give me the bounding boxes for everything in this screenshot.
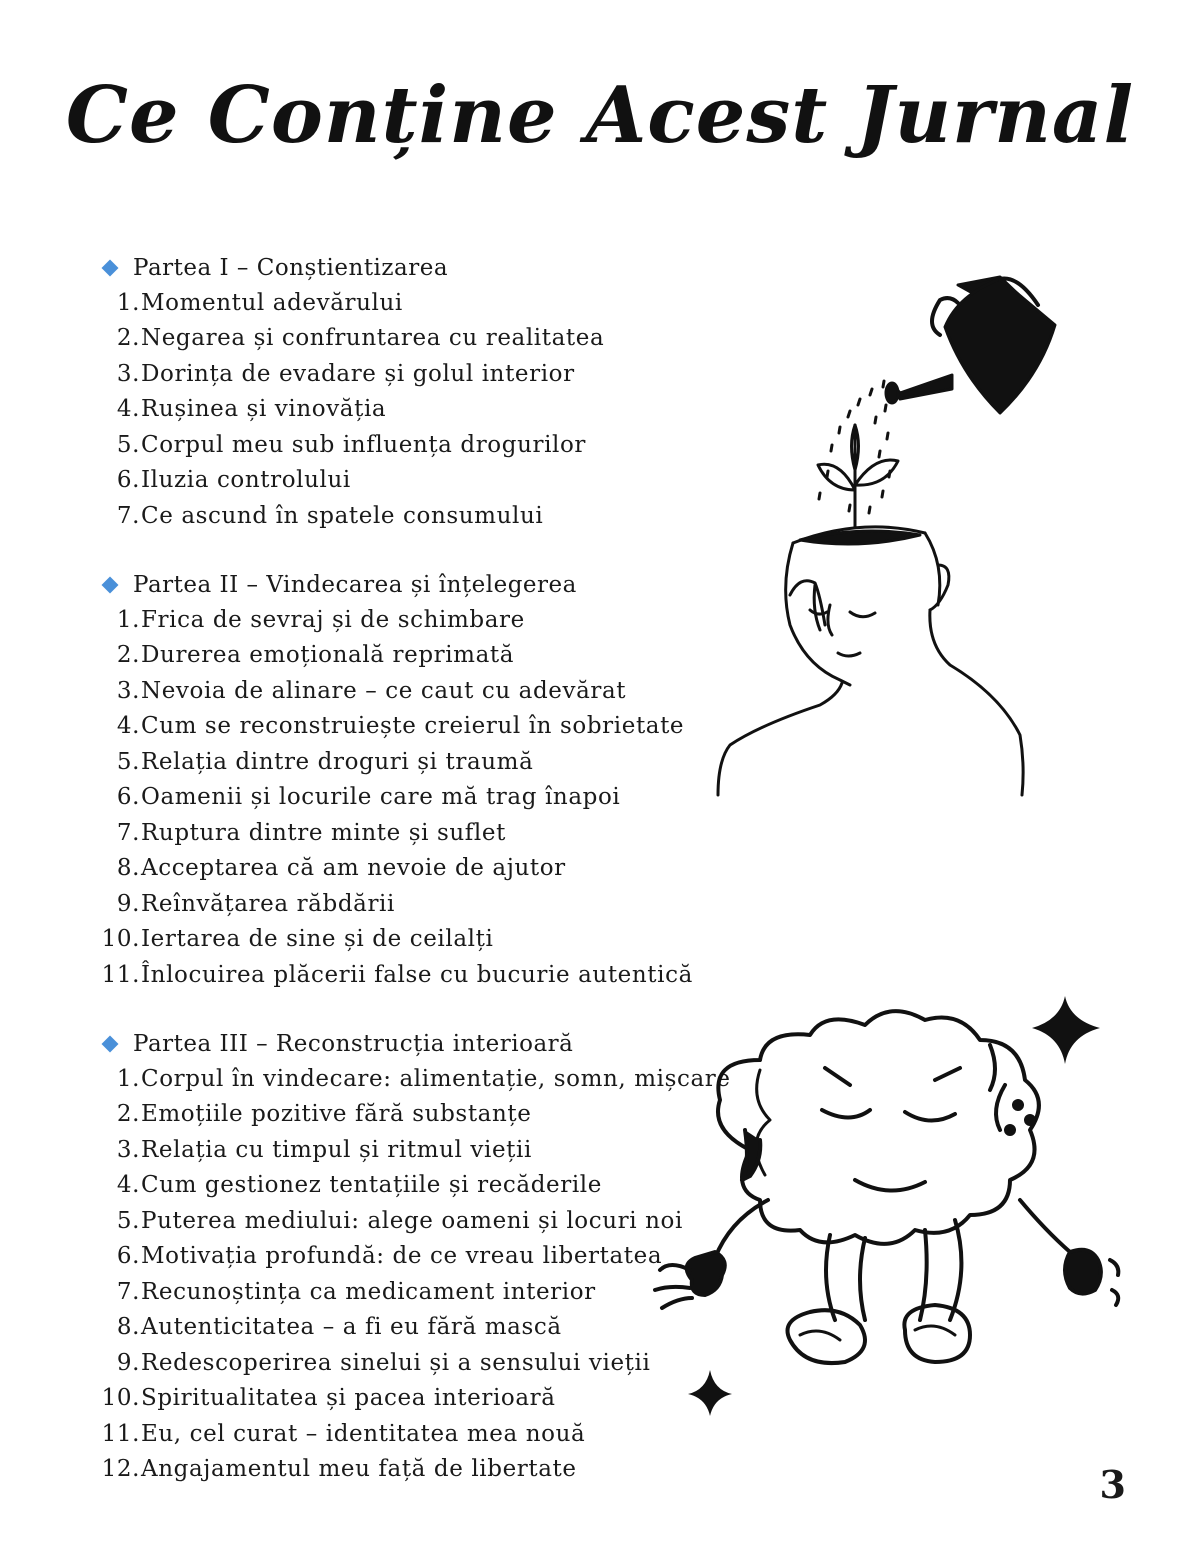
chapter-title: Nevoia de alinare – ce caut cu adevărat (141, 677, 627, 704)
chapter-title: Ce ascund în spatele consumului (141, 502, 544, 529)
chapter-number: 4. (116, 396, 140, 423)
chapter-item (100, 1345, 731, 1381)
chapter-title: Spiritualitatea și pacea interioară (141, 1385, 556, 1412)
chapter-title: Iluzia controlului (141, 467, 351, 494)
section-heading-label: Partea I – Conștientizarea (133, 254, 449, 281)
chapter-title: Cum se reconstruiește creierul în sobrietate (141, 713, 685, 740)
chapter-item (100, 638, 693, 674)
chapter-title: Reînvățarea răbdării (141, 890, 395, 917)
chapter-list (100, 602, 693, 993)
chapter-number: 1. (116, 289, 140, 316)
chapter-number: 7. (116, 819, 140, 846)
chapter-title: Relația cu timpul și ritmul vieții (141, 1136, 532, 1163)
chapter-number: 8. (116, 1314, 140, 1341)
page-number: 3 (1099, 1462, 1126, 1507)
chapter-number: 8. (116, 855, 140, 882)
chapter-title: Corpul în vindecare: alimentație, somn, mișcare (141, 1065, 731, 1092)
chapter-item (100, 463, 604, 499)
chapter-item (100, 1239, 731, 1275)
chapter-title: Corpul meu sub influența drogurilor (141, 431, 587, 458)
chapter-item (100, 1203, 731, 1239)
chapter-title: Iertarea de sine și de ceilalți (141, 926, 494, 953)
section-heading-label: Partea III – Reconstrucția interioară (133, 1030, 574, 1057)
chapter-title: Oamenii și locurile care mă trag înapoi (141, 784, 621, 811)
chapter-title: Ruptura dintre minte și suflet (141, 819, 506, 846)
section-part-3 (100, 1026, 731, 1487)
chapter-title: Redescoperirea sinelui și a sensului vieții (141, 1349, 651, 1376)
chapter-number: 3. (116, 1136, 140, 1163)
chapter-number: 2. (116, 642, 140, 669)
chapter-title: Frica de sevraj și de schimbare (141, 606, 525, 633)
diamond-bullet-icon (102, 259, 119, 276)
section-heading-label: Partea II – Vindecarea și înțelegerea (133, 571, 577, 598)
chapter-title: Angajamentul meu față de libertate (141, 1456, 577, 1483)
chapter-number: 11. (101, 961, 140, 988)
chapter-item (100, 673, 693, 709)
chapter-item (100, 1274, 731, 1310)
chapter-title: Înlocuirea plăcerii false cu bucurie autentică (141, 961, 693, 988)
chapter-item (100, 1381, 731, 1417)
chapter-title: Motivația profundă: de ce vreau libertatea (141, 1243, 663, 1270)
chapter-number: 9. (116, 1349, 140, 1376)
chapter-title: Autenticitatea – a fi eu fără mască (141, 1314, 562, 1341)
chapter-number: 6. (116, 1243, 140, 1270)
chapter-number: 5. (116, 748, 140, 775)
chapter-title: Recunoștința ca medicament interior (141, 1278, 596, 1305)
chapter-number: 10. (101, 1385, 140, 1412)
chapter-title: Eu, cel curat – identitatea mea nouă (141, 1420, 586, 1447)
section-heading (100, 567, 693, 602)
chapter-item (100, 1416, 731, 1452)
section-part-2 (100, 567, 693, 993)
chapter-item (100, 356, 604, 392)
chapter-number: 7. (116, 1278, 140, 1305)
chapter-item (100, 392, 604, 428)
chapter-item (100, 1168, 731, 1204)
chapter-number: 1. (116, 1065, 140, 1092)
chapter-item (100, 1061, 731, 1097)
chapter-item (100, 744, 693, 780)
chapter-item (100, 851, 693, 887)
chapter-number: 9. (116, 890, 140, 917)
chapter-item (100, 1097, 731, 1133)
chapter-title: Negarea și confruntarea cu realitatea (141, 325, 605, 352)
diamond-bullet-icon (102, 1035, 119, 1052)
chapter-number: 6. (116, 784, 140, 811)
chapter-item (100, 321, 604, 357)
chapter-number: 5. (116, 431, 140, 458)
chapter-item (100, 886, 693, 922)
chapter-number: 4. (116, 713, 140, 740)
chapter-item (100, 498, 604, 534)
chapter-title: Durerea emoțională reprimată (141, 642, 515, 669)
chapter-list (100, 285, 604, 534)
brain-character-illustration (650, 990, 1130, 1430)
chapter-title: Momentul adevărului (141, 289, 403, 316)
chapter-number: 11. (101, 1420, 140, 1447)
chapter-item (100, 1310, 731, 1346)
chapter-number: 6. (116, 467, 140, 494)
chapter-item (100, 1132, 731, 1168)
chapter-item (100, 815, 693, 851)
chapter-number: 1. (116, 606, 140, 633)
chapter-number: 2. (116, 1101, 140, 1128)
watering-can-head-illustration (700, 265, 1080, 805)
chapter-item (100, 427, 604, 463)
chapter-item (100, 1452, 731, 1488)
chapter-title: Dorința de evadare și golul interior (141, 360, 575, 387)
chapter-item (100, 709, 693, 745)
chapter-number: 3. (116, 360, 140, 387)
section-part-1 (100, 250, 604, 534)
section-heading (100, 1026, 731, 1061)
chapter-number: 3. (116, 677, 140, 704)
chapter-title: Acceptarea că am nevoie de ajutor (141, 855, 566, 882)
chapter-title: Cum gestionez tentațiile și recăderile (141, 1172, 602, 1199)
chapter-number: 4. (116, 1172, 140, 1199)
diamond-bullet-icon (102, 576, 119, 593)
chapter-title: Relația dintre droguri și traumă (141, 748, 534, 775)
chapter-title: Emoțiile pozitive fără substanțe (141, 1101, 532, 1128)
chapter-number: 7. (116, 502, 140, 529)
chapter-list (100, 1061, 731, 1487)
chapter-item (100, 957, 693, 993)
chapter-item (100, 922, 693, 958)
chapter-number: 2. (116, 325, 140, 352)
chapter-number: 5. (116, 1207, 140, 1234)
chapter-number: 10. (101, 926, 140, 953)
page-title: Ce Conține Acest Jurnal (65, 70, 1135, 161)
chapter-title: Rușinea și vinovăția (141, 396, 387, 423)
chapter-item (100, 285, 604, 321)
chapter-number: 12. (101, 1456, 140, 1483)
chapter-item (100, 780, 693, 816)
section-heading (100, 250, 604, 285)
chapter-title: Puterea mediului: alege oameni și locuri noi (141, 1207, 683, 1234)
chapter-item (100, 602, 693, 638)
